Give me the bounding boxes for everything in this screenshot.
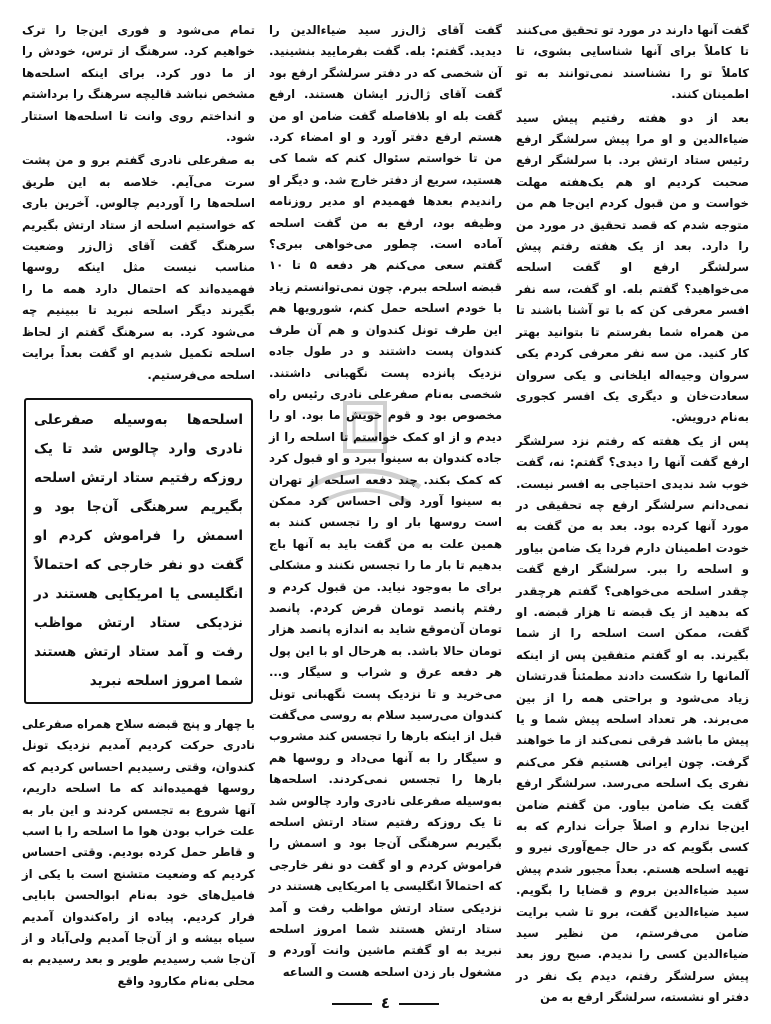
- page-number: [0, 994, 771, 1012]
- column-left: [22, 20, 255, 988]
- article-columns: [22, 20, 749, 1005]
- paragraph: با چهار و پنج قبضه سلاح همراه صفرعلی نادری حرکت کردیم آمدیم نزدیک تونل کندوان، وقتی رسیدیم احساس کردیم که روسها فهمیده‌اند که ما اسلحه داریم، آنها شروع به تجسس کردند و این بار به علت خراب بودن هوا ما اسلحه را با اسب و قاطر حمل کرده بودیم. وقتی احساس کردیم که وضعیت متشنج است با یکی از فامیل‌های خود به‌نام ابوالحسن بابایی فرار کردیم. پیاده از راه‌کندوان آمدیم سیاه بیشه و از آن‌جا آمدیم ولی‌آباد و از آن‌جا شب رسیدیم طویر و بعد رسیدیم به محلی به‌نام مکارود واقع: [22, 716, 255, 988]
- paragraph: گفت آنها دارند در مورد تو تحقیق می‌کنند تا کاملاً برای آنها شناسایی بشوی، تا کاملاً تو را نشناسند نمی‌توانند به تو اطمینان کنند.: [516, 23, 749, 102]
- paragraph: گفت آقای ژال‌زر سید ضیاءالدین را دیدید. گفتم: بله. گفت بفرمایید بنشینید. آن شخصی که در دفتر سرلشگر ارفع بود گفت آقای ژال‌زر ایشان هستند. ارفع گفت بله او بلافاصله گفت ضامن او من هستم ارفع دفتر آورد و او امضاء کرد. من تا خواستم سئوال کنم که شما کی هستید، سریع از دفتر خارج شد. و دیگر او راندیدم بعدها فهمیدم او مدیر روزنامه وظیفه بود، ارفع به من گفت اسلحه آماده است. چطور می‌خواهی ببری؟ گفتم سعی می‌کنم هر دفعه ۵ تا ۱۰ قبضه اسلحه ببرم. چون نمی‌توانستم زیاد با خودم اسلحه حمل کنم، شورویها هم این طرف تونل کندوان و هم آن طرف کندوان پست داشتند و در طول جاده نزدیک پانزده پست نگهبانی داشتند. شخصی به‌نام صفرعلی نادری رئیس راه مخصوص بود و قوم خویش ما بود. او را دیدم و از او کمک خواستم تا اسلحه را از جاده کندوان به سینوا ببرد و او قبول کرد که کمک بکند. چند دفعه اسلحه از تهران به سینوا آورد ولی احساس کرد ممکن است روسها بار او را تجسس کنند به همین علت به من گفت باید به آنها باج بدهیم تا بار ما را تجسس نکنند و مشکلی برای ما به‌وجود نیاید. من قبول کردم و رفتم پانصد تومان قرض کردم. پانصد تومان آن‌موقع شاید به اندازه پانصد هزار تومان حالا باشد. به هرحال او با این پول هر دفعه عرق و شراب و سیگار و... می‌خرید و تا نزدیک پست نگهبانی تونل کندوان می‌رسید سلام به روسی می‌گفت قبل از اینکه بارها را تجسس کند مشروب و سیگار را به آنها می‌داد و روسها هم بارها را تجسس نمی‌کردند. اسلحه‌ها به‌وسیله صفرعلی نادری وارد چالوس شد تا یک روزکه رفتیم ستاد ارتش اسلحه بگیریم سرهنگی آن‌جا بود و اسمش را فراموش کردم و او گفت دو نفر خارجی که احتمالاً انگلیسی یا امریکایی هستند در نزدیکی ستاد ارتش مواظب رفت و آمد ستاد ارتش هستند شما امروز اسلحه نبرید به او گفتم ماشین وانت آوردم و مشغول بار زدن اسلحه هست و الساعه: [269, 23, 503, 979]
- pull-quote-box: اسلحه‌ها به‌وسیله صفرعلی نادری وارد چالوس شد تا یک روزکه رفتیم ستاد ارتش اسلحه بگیریم سرهنگی آن‌جا بود و اسمش را فراموش کردم او گفت دو نفر خارجی که احتمالاً انگلیسی یا امریکایی هستند در نزدیکی ستاد ارتش مواظب رفت و آمد ستاد ارتش هستند شما امروز اسلحه نبرید: [24, 398, 253, 704]
- page-number-rule-right: [399, 1003, 439, 1005]
- page-number-text: ٤: [380, 994, 391, 1012]
- page-number-rule-left: [332, 1003, 372, 1005]
- paragraph: تمام می‌شود و فوری این‌جا را ترک خواهیم کرد. سرهنگ از ترس، خودش را از ما دور کرد. برای اینکه اسلحه‌ها مشخص نباشد قالیچه سرهنگ را برداشتم و انداختم روی وانت تا اسلحه‌ها استتار شود.: [22, 23, 255, 145]
- paragraph: پس از یک هفته که رفتم نزد سرلشگر ارفع گفت آنها را دیدی؟ گفتم: نه، گفت خوب شد ندیدی احتیاجی به افسر نیست. نمی‌دانم سرلشگر ارفع چه تحقیقی در مورد آنها کرده بود. بعد به من گفت به خودت اطمینان دارم فردا یک ضامن بیاور و اسلحه را ببر. سرلشگر ارفع گفت چقدر اسلحه می‌خواهی؟ گفتم هرچقدر که بدهید از یک قبضه تا هزار قبضه. او گفت، ممکن است اسلحه را از شما بگیرند. به او گفتم متفقین پس از اینکه آلمانها را شکست دادند مطمئناً قدرتشان زیاد می‌شود و براحتی همه را از بین می‌برند. هر تعداد اسلحه پیش شما و یا پیش ما باشد فرقی نمی‌کند از ما خواهند گرفت. چون ایرانی هستیم فکر می‌کنم نفری یک اسلحه می‌رسد. سرلشگر ارفع گفت یک ضامن بیاور. من گفتم ضامن این‌جا ندارم و اصلاً جرأت ندارم که به کسی بگویم که در حال جمع‌آوری نیرو و تهیه اسلحه هستم. بعداً مجبور شدم پیش سید ضیاءالدین بروم و قضایا را بگویم. سید ضیاءالدین گفت، برو تا شب برایت ضامن می‌فرستم، من نظیر سید ضیاءالدین کسی را ندیدم. صبح روز بعد پیش سرلشگر رفتم، دیدم یک نفر در دفتر او نشسته، سرلشگر ارفع به من: [516, 433, 749, 1005]
- column-left-bottom: [22, 714, 255, 994]
- paragraph: بعد از دو هفته رفتیم پیش سید ضیاءالدین و او مرا پیش سرلشگر ارفع رئیس ستاد ارتش برد. با سرلشگر ارفع صحبت کردیم او هم یک‌هفته مهلت خواست و من قبول کردم این‌جا هم من متوجه شدم که قصد تحقیق در مورد من را دارد. بعد از یک هفته رفتم پیش سرلشگر ارفع او گفت اسلحه می‌خواهید؟ گفتم بله. او گفت، سه نفر افسر معرفی کن که با تو آشنا باشند تا من همراه شما بفرستم تا بتوانید بهتر کار کنید. من سه نفر معرفی کردم یکی سروان وجیه‌اله ایلخانی و یکی سروان سعادت‌خان و دیگری یک افسر کجوری به‌نام درویش.: [516, 110, 749, 425]
- column-right: [516, 20, 749, 1005]
- paragraph: به صفرعلی نادری گفتم برو و من پشت سرت می‌آیم. خلاصه به این طریق اسلحه‌ها را آوردیم چالوس. آخرین باری که خواستیم اسلحه از ستاد ارتش بگیریم سرهنگ گفت آقای ژال‌زر وضعیت مناسب نیست مثل اینکه روسها فهمیده‌اند که احتمال دارد همه ما را بگیرند دیگر اسلحه نبرید تا ببینیم چه می‌شود کرد. به سرهنگ گفتم از لحاظ اسلحه تکمیل شدیم او گفت بعداً برایت اسلحه می‌فرستیم.: [22, 153, 255, 382]
- column-middle: [269, 20, 502, 980]
- column-left-top: [22, 20, 255, 388]
